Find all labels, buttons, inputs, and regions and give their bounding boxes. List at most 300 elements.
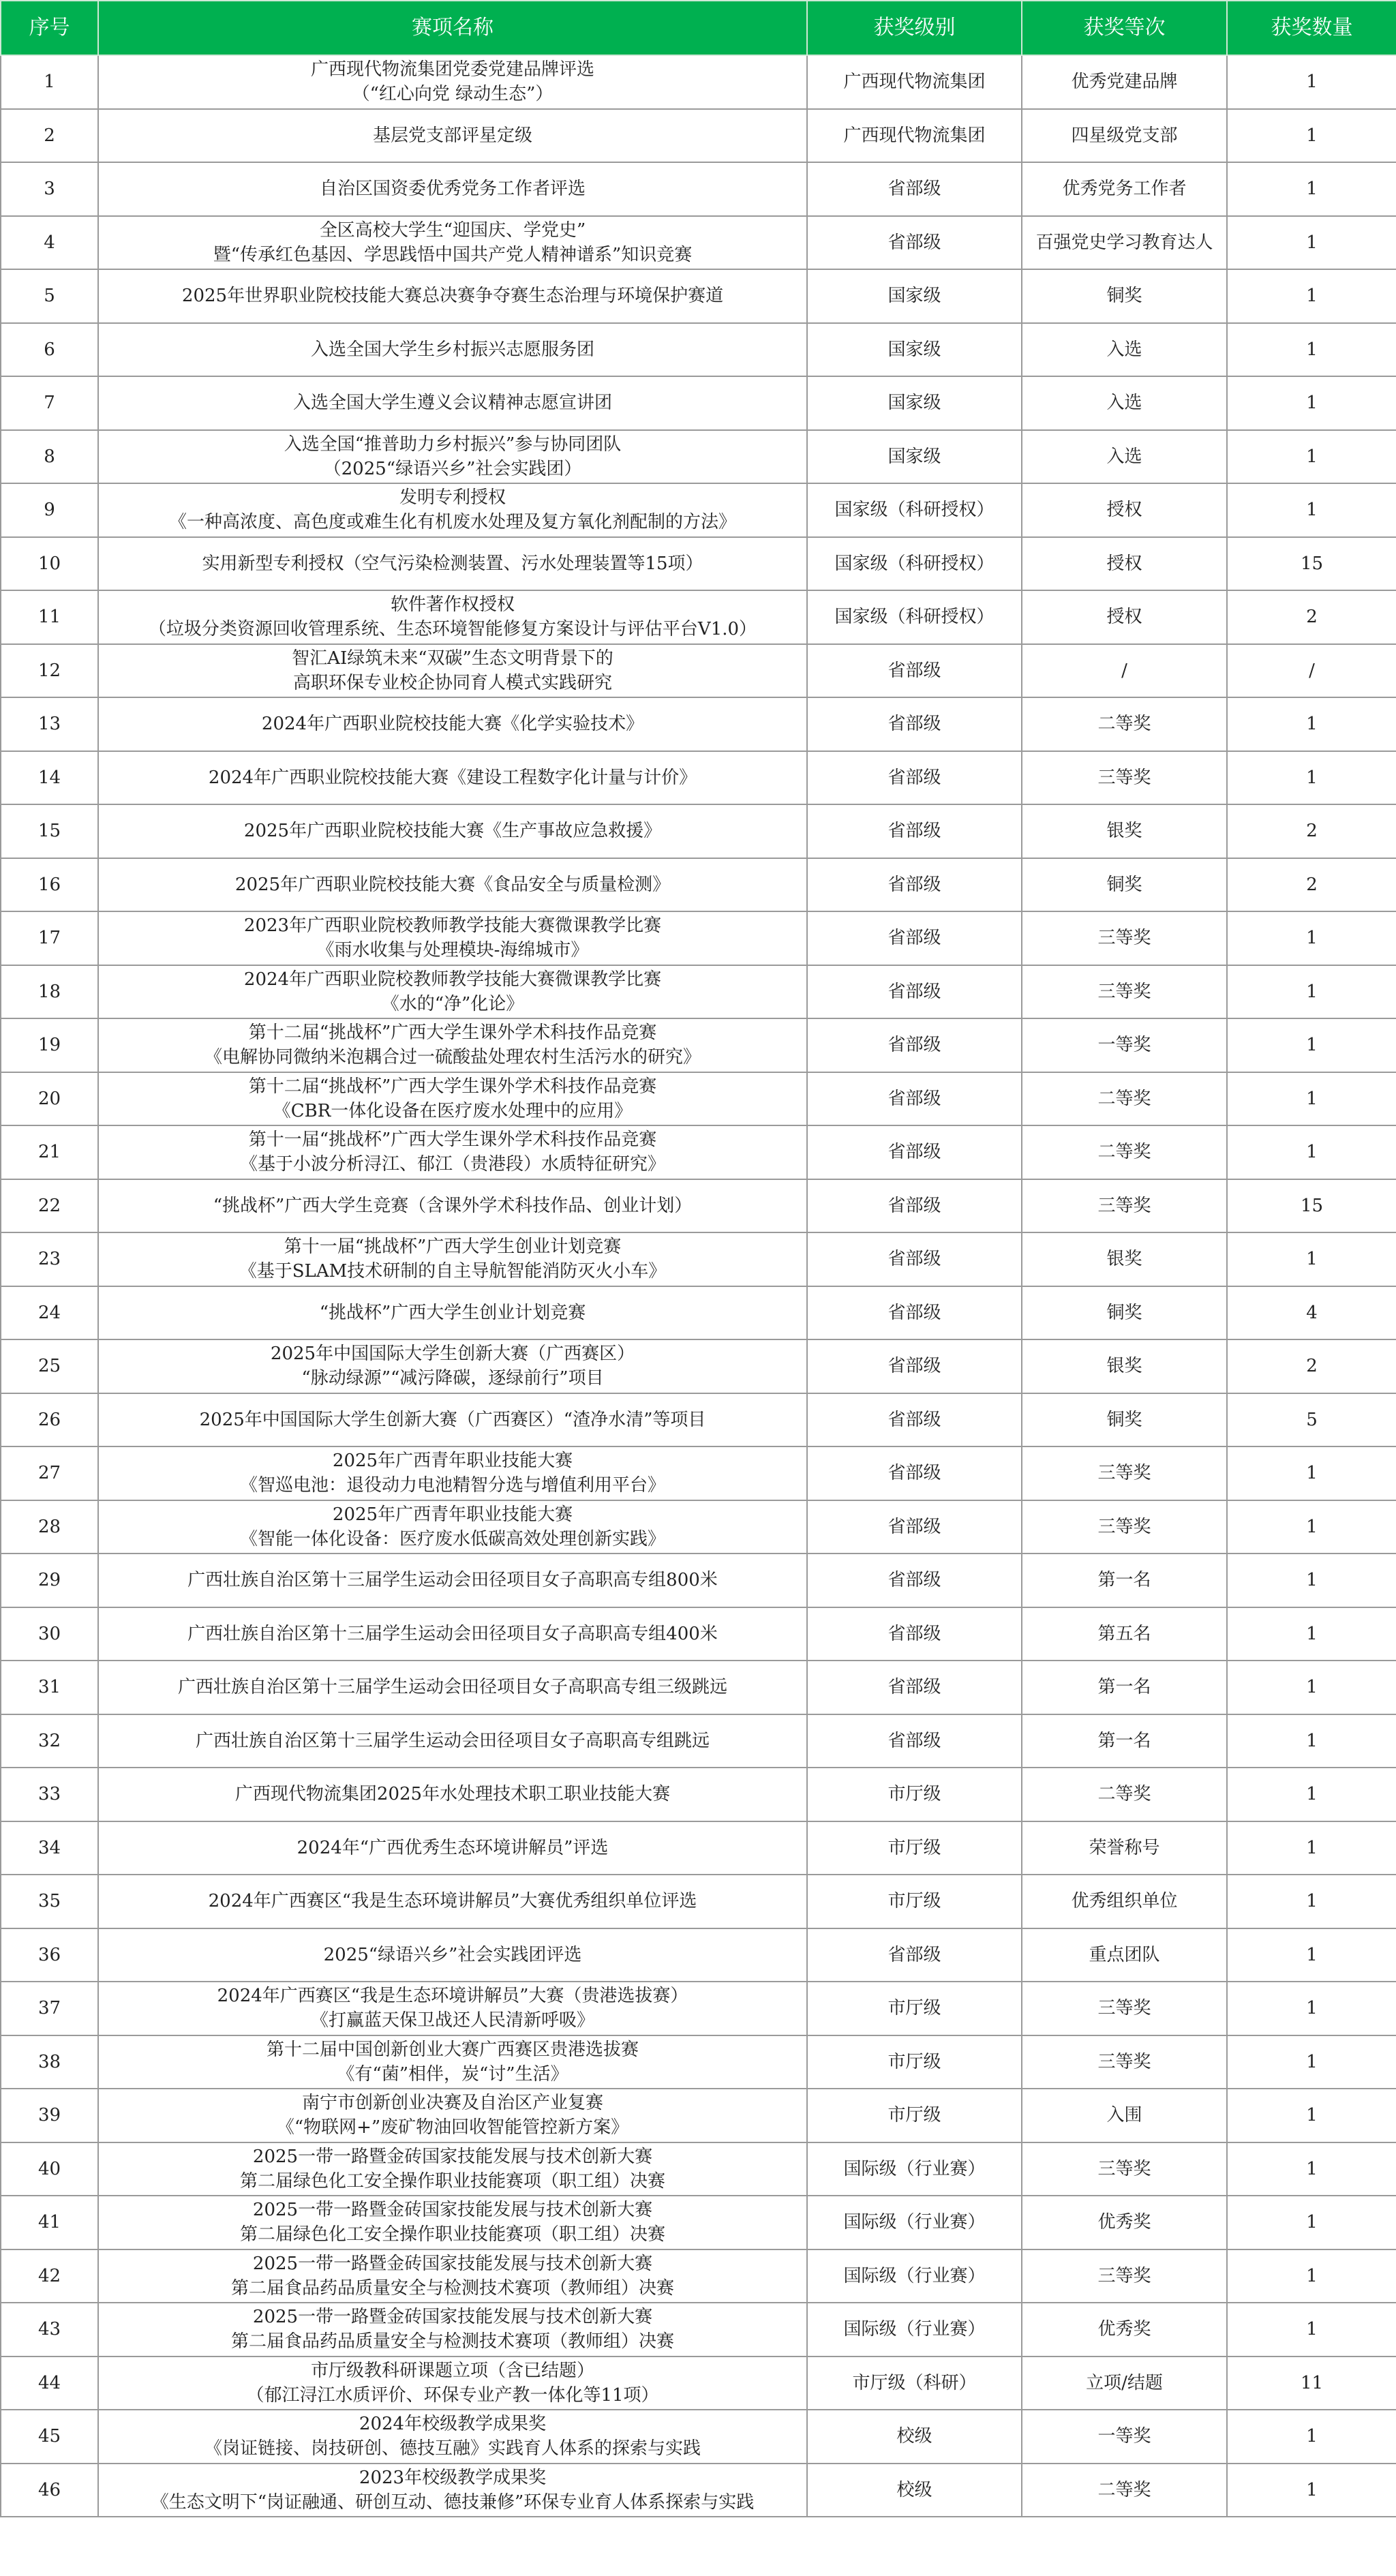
table-row xyxy=(1,1768,1396,1821)
row-event-name xyxy=(98,2303,807,2357)
event-name-line: 第二届绿色化工安全操作职业技能赛项（职工组）决赛 xyxy=(239,2224,665,2245)
row-event-name xyxy=(98,911,807,965)
row-number: 28 xyxy=(1,1500,98,1554)
row-award-grade: 银奖 xyxy=(1022,1232,1227,1286)
row-award-grade: 第五名 xyxy=(1022,1607,1227,1661)
event-name-line: 南宁市创新创业决赛及自治区产业复赛 xyxy=(301,2093,603,2114)
event-name-line: 广西现代物流集团党委党建品牌评选 xyxy=(310,59,594,80)
row-award-count: 1 xyxy=(1227,1607,1396,1661)
row-number: 23 xyxy=(1,1232,98,1286)
row-award-level: 市厅级 xyxy=(807,1875,1022,1928)
event-name-line: 第十一届“挑战杯”广西大学生创业计划竞赛 xyxy=(284,1237,622,1258)
row-award-count: 1 xyxy=(1227,216,1396,270)
row-award-count: 1 xyxy=(1227,1768,1396,1821)
table-row xyxy=(1,2303,1396,2357)
row-event-name xyxy=(98,483,807,537)
row-event-name xyxy=(98,1821,807,1875)
row-award-grade: 三等奖 xyxy=(1022,1446,1227,1500)
table-row xyxy=(1,911,1396,965)
row-award-grade: 入选 xyxy=(1022,430,1227,484)
row-award-count: 1 xyxy=(1227,1982,1396,2035)
event-name-line: 2023年广西职业院校教师教学技能大赛微课教学比赛 xyxy=(243,915,662,937)
event-name-line: 2025年广西青年职业技能大赛 xyxy=(332,1451,573,1472)
row-event-name xyxy=(98,1018,807,1072)
row-award-level: 国家级（科研授权） xyxy=(807,483,1022,537)
row-number: 43 xyxy=(1,2303,98,2357)
event-name-line: 《生态文明下“岗证融通、研创互动、德技兼修”环保专业育人体系探索与实践 xyxy=(151,2491,755,2513)
row-number: 9 xyxy=(1,483,98,537)
row-event-name xyxy=(98,1928,807,1982)
row-award-level: 国家级 xyxy=(807,269,1022,323)
table-row xyxy=(1,1232,1396,1286)
row-award-level: 省部级 xyxy=(807,697,1022,751)
event-name-line: 2025年广西青年职业技能大赛 xyxy=(332,1504,573,1525)
row-award-count: 1 xyxy=(1227,1661,1396,1714)
row-award-level: 国家级（科研授权） xyxy=(807,590,1022,644)
row-event-name xyxy=(98,2089,807,2142)
row-event-name xyxy=(98,1125,807,1179)
table-row xyxy=(1,1928,1396,1982)
table-row xyxy=(1,2035,1396,2089)
row-number: 19 xyxy=(1,1018,98,1072)
row-award-level: 广西现代物流集团 xyxy=(807,109,1022,163)
row-event-name xyxy=(98,1607,807,1661)
event-name-line: （郁江浔江水质评价、环保专业产教一体化等11项） xyxy=(246,2384,659,2406)
row-award-count: 2 xyxy=(1227,804,1396,858)
row-event-name xyxy=(98,1072,807,1126)
row-number: 32 xyxy=(1,1714,98,1768)
event-name-line: 第二届绿色化工安全操作职业技能赛项（职工组）决赛 xyxy=(239,2170,665,2192)
event-name-line: “脉动绿源”“减污降碳，逐绿前行”项目 xyxy=(301,1368,604,1389)
table-row xyxy=(1,804,1396,858)
event-name-line: 2025一带一路暨金砖国家技能发展与技术创新大赛 xyxy=(252,2307,653,2328)
table-row xyxy=(1,1018,1396,1072)
row-award-level: 国家级 xyxy=(807,376,1022,430)
row-number: 5 xyxy=(1,269,98,323)
table-row xyxy=(1,2410,1396,2464)
row-award-level: 省部级 xyxy=(807,1661,1022,1714)
row-award-count: 1 xyxy=(1227,55,1396,109)
row-award-grade: 重点团队 xyxy=(1022,1928,1227,1982)
event-name-line: 实用新型专利授权（空气污染检测装置、污水处理装置等15项） xyxy=(202,553,703,574)
row-award-level: 国际级（行业赛） xyxy=(807,2142,1022,2196)
row-award-level: 市厅级（科研） xyxy=(807,2357,1022,2410)
row-award-grade: 二等奖 xyxy=(1022,697,1227,751)
row-award-level: 国家级（科研授权） xyxy=(807,537,1022,591)
row-award-count: 1 xyxy=(1227,1232,1396,1286)
row-number: 29 xyxy=(1,1554,98,1607)
row-number: 33 xyxy=(1,1768,98,1821)
row-number: 21 xyxy=(1,1125,98,1179)
event-name-line: 第十二届“挑战杯”广西大学生课外学术科技作品竞赛 xyxy=(248,1076,657,1097)
row-award-count: 2 xyxy=(1227,590,1396,644)
row-award-count: 11 xyxy=(1227,2357,1396,2410)
table-row xyxy=(1,376,1396,430)
row-award-grade: 二等奖 xyxy=(1022,2464,1227,2517)
row-award-count: 1 xyxy=(1227,1500,1396,1554)
table-body xyxy=(1,55,1396,2517)
row-award-level: 市厅级 xyxy=(807,2089,1022,2142)
row-event-name xyxy=(98,1179,807,1233)
row-number: 17 xyxy=(1,911,98,965)
row-award-grade: 入选 xyxy=(1022,323,1227,377)
event-name-line: 《一种高浓度、高色度或难生化有机废水处理及复方氧化剂配制的方法》 xyxy=(168,512,736,533)
table-row xyxy=(1,2357,1396,2410)
table-row xyxy=(1,1179,1396,1233)
row-award-level: 省部级 xyxy=(807,751,1022,805)
row-number: 13 xyxy=(1,697,98,751)
event-name-line: 2025一带一路暨金砖国家技能发展与技术创新大赛 xyxy=(252,2146,653,2167)
row-award-count: 1 xyxy=(1227,2196,1396,2249)
row-award-count: 1 xyxy=(1227,965,1396,1019)
table-row xyxy=(1,109,1396,163)
row-award-count: 1 xyxy=(1227,323,1396,377)
row-award-grade: 三等奖 xyxy=(1022,1179,1227,1233)
row-award-grade: 铜奖 xyxy=(1022,269,1227,323)
table-row xyxy=(1,1875,1396,1928)
table-row xyxy=(1,751,1396,805)
table-row xyxy=(1,1286,1396,1340)
header-no: 序号 xyxy=(1,1,98,55)
row-award-level: 省部级 xyxy=(807,804,1022,858)
table-row xyxy=(1,2464,1396,2517)
row-award-grade: 三等奖 xyxy=(1022,911,1227,965)
row-award-grade: 二等奖 xyxy=(1022,1125,1227,1179)
row-award-count: 1 xyxy=(1227,1821,1396,1875)
row-award-level: 省部级 xyxy=(807,1072,1022,1126)
row-award-count: 2 xyxy=(1227,858,1396,912)
row-award-level: 省部级 xyxy=(807,1714,1022,1768)
event-name-line: 2024年广西赛区“我是生态环境讲解员”大赛（贵港选拔赛） xyxy=(217,1986,688,2007)
row-award-grade: 优秀党务工作者 xyxy=(1022,162,1227,216)
event-name-line: 入选全国大学生遵义会议精神志愿宣讲团 xyxy=(292,393,612,414)
row-event-name xyxy=(98,2142,807,2196)
row-award-grade: 立项/结题 xyxy=(1022,2357,1227,2410)
row-award-count: 2 xyxy=(1227,1339,1396,1393)
event-name-line: 2025一带一路暨金砖国家技能发展与技术创新大赛 xyxy=(252,2200,653,2221)
row-award-level: 省部级 xyxy=(807,644,1022,698)
row-award-level: 省部级 xyxy=(807,1446,1022,1500)
row-award-count: 1 xyxy=(1227,751,1396,805)
row-award-level: 省部级 xyxy=(807,1018,1022,1072)
row-award-grade: 一等奖 xyxy=(1022,2410,1227,2464)
table-row xyxy=(1,1500,1396,1554)
table-row xyxy=(1,1072,1396,1126)
table-row xyxy=(1,965,1396,1019)
row-award-level: 国家级 xyxy=(807,323,1022,377)
event-name-line: 广西现代物流集团2025年水处理技术职工职业技能大赛 xyxy=(234,1784,671,1805)
row-award-count: 1 xyxy=(1227,911,1396,965)
row-event-name xyxy=(98,269,807,323)
row-number: 26 xyxy=(1,1393,98,1447)
event-name-line: 广西壮族自治区第十三届学生运动会田径项目女子高职高专组三级跳远 xyxy=(177,1677,727,1698)
event-name-line: 第十一届“挑战杯”广西大学生课外学术科技作品竞赛 xyxy=(248,1130,657,1151)
row-award-grade: 铜奖 xyxy=(1022,858,1227,912)
row-award-grade: 优秀党建品牌 xyxy=(1022,55,1227,109)
row-award-level: 国家级 xyxy=(807,430,1022,484)
row-award-level: 省部级 xyxy=(807,162,1022,216)
event-name-line: 入选全国“推普助力乡村振兴”参与协同团队 xyxy=(284,434,622,455)
row-award-grade: 百强党史学习教育达人 xyxy=(1022,216,1227,270)
event-name-line: 2025“绿语兴乡”社会实践团评选 xyxy=(323,1944,582,1965)
row-number: 18 xyxy=(1,965,98,1019)
table-row xyxy=(1,323,1396,377)
row-event-name xyxy=(98,644,807,698)
row-event-name xyxy=(98,1982,807,2035)
row-award-level: 省部级 xyxy=(807,1554,1022,1607)
row-award-level: 市厅级 xyxy=(807,1768,1022,1821)
event-name-line: 2025年世界职业院校技能大赛总决赛争夺赛生态治理与环境保护赛道 xyxy=(181,286,724,307)
event-name-line: 暨“传承红色基因、学思践悟中国共产党人精神谱系”知识竞赛 xyxy=(213,244,693,265)
row-event-name xyxy=(98,590,807,644)
row-event-name xyxy=(98,1500,807,1554)
table-row xyxy=(1,537,1396,591)
row-number: 1 xyxy=(1,55,98,109)
row-award-grade: 三等奖 xyxy=(1022,2035,1227,2089)
table-row xyxy=(1,1554,1396,1607)
row-number: 31 xyxy=(1,1661,98,1714)
row-award-count: 5 xyxy=(1227,1393,1396,1447)
row-award-level: 省部级 xyxy=(807,1125,1022,1179)
row-event-name xyxy=(98,965,807,1019)
table-row xyxy=(1,2196,1396,2249)
row-event-name xyxy=(98,2035,807,2089)
row-number: 6 xyxy=(1,323,98,377)
row-award-grade: 铜奖 xyxy=(1022,1393,1227,1447)
row-event-name xyxy=(98,2357,807,2410)
row-number: 41 xyxy=(1,2196,98,2249)
row-number: 22 xyxy=(1,1179,98,1233)
row-number: 16 xyxy=(1,858,98,912)
row-award-count: 1 xyxy=(1227,2249,1396,2303)
row-award-count: 1 xyxy=(1227,1125,1396,1179)
row-number: 3 xyxy=(1,162,98,216)
row-award-level: 省部级 xyxy=(807,911,1022,965)
table-row xyxy=(1,162,1396,216)
row-award-level: 省部级 xyxy=(807,1393,1022,1447)
event-name-line: 第十二届中国创新创业大赛广西赛区贵港选拔赛 xyxy=(266,2039,639,2060)
event-name-line: 发明专利授权 xyxy=(399,487,506,509)
row-award-grade: 优秀组织单位 xyxy=(1022,1875,1227,1928)
row-event-name xyxy=(98,804,807,858)
row-award-level: 省部级 xyxy=(807,1232,1022,1286)
row-number: 14 xyxy=(1,751,98,805)
header-count: 获奖数量 xyxy=(1227,1,1396,55)
event-name-line: 入选全国大学生乡村振兴志愿服务团 xyxy=(310,339,594,360)
row-award-level: 市厅级 xyxy=(807,1821,1022,1875)
event-name-line: 《岗证链接、岗技研创、德技互融》实践育人体系的探索与实践 xyxy=(204,2438,701,2459)
table-row xyxy=(1,1982,1396,2035)
table-row xyxy=(1,697,1396,751)
row-award-count: 4 xyxy=(1227,1286,1396,1340)
row-event-name xyxy=(98,1339,807,1393)
table-row xyxy=(1,483,1396,537)
row-event-name xyxy=(98,2410,807,2464)
table-header xyxy=(1,1,1396,55)
row-number: 25 xyxy=(1,1339,98,1393)
event-name-line: 自治区国资委优秀党务工作者评选 xyxy=(319,179,586,200)
row-award-level: 市厅级 xyxy=(807,2035,1022,2089)
row-number: 12 xyxy=(1,644,98,698)
table-row xyxy=(1,858,1396,912)
row-award-count: 1 xyxy=(1227,1018,1396,1072)
row-event-name xyxy=(98,537,807,591)
row-event-name xyxy=(98,323,807,377)
row-event-name xyxy=(98,1393,807,1447)
row-award-grade: 三等奖 xyxy=(1022,2249,1227,2303)
row-event-name xyxy=(98,858,807,912)
row-number: 20 xyxy=(1,1072,98,1126)
event-name-line: （垃圾分类资源回收管理系统、生态环境智能修复方案设计与评估平台V1.0） xyxy=(148,619,757,640)
row-number: 36 xyxy=(1,1928,98,1982)
event-name-line: 全区高校大学生“迎国庆、学党史” xyxy=(319,219,586,241)
event-name-line: 软件著作权授权 xyxy=(390,594,515,616)
table-row xyxy=(1,2249,1396,2303)
row-event-name xyxy=(98,751,807,805)
row-award-count: 1 xyxy=(1227,1072,1396,1126)
header-row xyxy=(1,1,1396,55)
event-name-line: 广西壮族自治区第十三届学生运动会田径项目女子高职高专组400米 xyxy=(187,1623,718,1644)
row-event-name xyxy=(98,1661,807,1714)
event-name-line: 2024年校级教学成果奖 xyxy=(359,2414,547,2435)
row-award-count: 15 xyxy=(1227,1179,1396,1233)
row-award-count: 1 xyxy=(1227,269,1396,323)
row-award-grade: 第一名 xyxy=(1022,1554,1227,1607)
row-award-count: 1 xyxy=(1227,2464,1396,2517)
row-number: 34 xyxy=(1,1821,98,1875)
header-grade: 获奖等次 xyxy=(1022,1,1227,55)
row-award-grade: 荣誉称号 xyxy=(1022,1821,1227,1875)
row-award-grade: 二等奖 xyxy=(1022,1768,1227,1821)
event-name-line: 《电解协同微纳米泡耦合过一硫酸盐处理农村生活污水的研究》 xyxy=(204,1047,701,1068)
row-award-level: 省部级 xyxy=(807,858,1022,912)
event-name-line: （“红心向党 绿动生态”） xyxy=(352,84,553,105)
row-award-grade: 三等奖 xyxy=(1022,751,1227,805)
row-number: 39 xyxy=(1,2089,98,2142)
row-award-count: 1 xyxy=(1227,2410,1396,2464)
row-event-name xyxy=(98,55,807,109)
table-row xyxy=(1,1821,1396,1875)
table-row xyxy=(1,216,1396,270)
row-number: 15 xyxy=(1,804,98,858)
row-award-grade: 三等奖 xyxy=(1022,1500,1227,1554)
event-name-line: 高职环保专业校企协同育人模式实践研究 xyxy=(292,672,612,693)
row-award-grade: 三等奖 xyxy=(1022,2142,1227,2196)
row-award-count: 1 xyxy=(1227,1554,1396,1607)
row-number: 11 xyxy=(1,590,98,644)
row-award-grade: 铜奖 xyxy=(1022,1286,1227,1340)
row-number: 46 xyxy=(1,2464,98,2517)
event-name-line: 2025年广西职业院校技能大赛《食品安全与质量检测》 xyxy=(234,874,671,895)
row-number: 30 xyxy=(1,1607,98,1661)
row-event-name xyxy=(98,1232,807,1286)
row-award-count: 1 xyxy=(1227,483,1396,537)
row-event-name xyxy=(98,162,807,216)
table-row xyxy=(1,590,1396,644)
event-name-line: 市厅级教科研课题立项（含已结题） xyxy=(310,2360,594,2381)
event-name-line: “挑战杯”广西大学生竞赛（含课外学术科技作品、创业计划） xyxy=(213,1195,693,1216)
row-award-level: 省部级 xyxy=(807,216,1022,270)
row-event-name xyxy=(98,376,807,430)
row-award-level: 校级 xyxy=(807,2464,1022,2517)
row-award-count: 1 xyxy=(1227,430,1396,484)
event-name-line: 《智巡电池：退役动力电池精智分选与增值利用平台》 xyxy=(239,1475,665,1496)
row-award-grade: 二等奖 xyxy=(1022,1072,1227,1126)
table-row xyxy=(1,2089,1396,2142)
row-award-level: 省部级 xyxy=(807,1607,1022,1661)
header-name: 赛项名称 xyxy=(98,1,807,55)
row-number: 45 xyxy=(1,2410,98,2464)
event-name-line: 基层党支部评星定级 xyxy=(372,125,532,146)
row-award-grade: 第一名 xyxy=(1022,1661,1227,1714)
event-name-line: 2025年中国国际大学生创新大赛（广西赛区） xyxy=(270,1344,635,1365)
row-award-level: 广西现代物流集团 xyxy=(807,55,1022,109)
event-name-line: 2025年广西职业院校技能大赛《生产事故应急救援》 xyxy=(243,821,662,842)
event-name-line: 《基于小波分析浔江、郁江（贵港段）水质特征研究》 xyxy=(239,1154,665,1175)
event-name-line: 广西壮族自治区第十三届学生运动会田径项目女子高职高专组800米 xyxy=(187,1570,718,1591)
row-award-count: 1 xyxy=(1227,2142,1396,2196)
event-name-line: 2024年广西职业院校教师教学技能大赛微课教学比赛 xyxy=(243,969,662,990)
table-row xyxy=(1,2142,1396,2196)
event-name-line: 2024年广西职业院校技能大赛《建设工程数字化计量与计价》 xyxy=(208,767,697,788)
event-name-line: 《CBR一体化设备在医疗废水处理中的应用》 xyxy=(273,1100,633,1121)
row-award-grade: 银奖 xyxy=(1022,1339,1227,1393)
row-award-grade: 优秀奖 xyxy=(1022,2303,1227,2357)
row-event-name xyxy=(98,1875,807,1928)
event-name-line: 《雨水收集与处理模块-海绵城市》 xyxy=(316,940,589,961)
row-number: 42 xyxy=(1,2249,98,2303)
event-name-line: 2024年广西赛区“我是生态环境讲解员”大赛优秀组织单位评选 xyxy=(208,1891,697,1912)
table-row xyxy=(1,1339,1396,1393)
row-number: 24 xyxy=(1,1286,98,1340)
row-award-count: 1 xyxy=(1227,1446,1396,1500)
row-number: 2 xyxy=(1,109,98,163)
event-name-line: 第二届食品药品质量安全与检测技术赛项（教师组）决赛 xyxy=(230,2331,674,2352)
row-event-name xyxy=(98,430,807,484)
row-event-name xyxy=(98,697,807,751)
table-row xyxy=(1,644,1396,698)
event-name-line: 《智能一体化设备：医疗废水低碳高效处理创新实践》 xyxy=(239,1528,665,1549)
event-name-line: 第二届食品药品质量安全与检测技术赛项（教师组）决赛 xyxy=(230,2277,674,2299)
table-row xyxy=(1,1393,1396,1447)
row-award-grade: 授权 xyxy=(1022,483,1227,537)
row-award-level: 省部级 xyxy=(807,1179,1022,1233)
event-name-line: 2025一带一路暨金砖国家技能发展与技术创新大赛 xyxy=(252,2253,653,2274)
event-name-line: 《有“菌”相伴，炭“讨”生活》 xyxy=(337,2063,568,2085)
row-award-grade: 入围 xyxy=(1022,2089,1227,2142)
row-event-name xyxy=(98,2196,807,2249)
row-number: 35 xyxy=(1,1875,98,1928)
row-award-count: 1 xyxy=(1227,376,1396,430)
row-award-level: 省部级 xyxy=(807,1500,1022,1554)
event-name-line: （2025“绿语兴乡”社会实践团） xyxy=(323,458,582,479)
row-event-name xyxy=(98,216,807,270)
row-number: 4 xyxy=(1,216,98,270)
row-number: 10 xyxy=(1,537,98,591)
row-number: 37 xyxy=(1,1982,98,2035)
event-name-line: 智汇AI绿筑未来“双碳”生态文明背景下的 xyxy=(292,648,613,669)
row-number: 38 xyxy=(1,2035,98,2089)
event-name-line: 2025年中国国际大学生创新大赛（广西赛区）“渣净水清”等项目 xyxy=(199,1409,706,1430)
row-event-name xyxy=(98,1554,807,1607)
row-award-level: 省部级 xyxy=(807,1928,1022,1982)
row-award-count: / xyxy=(1227,644,1396,698)
row-event-name xyxy=(98,2249,807,2303)
event-name-line: 《基于SLAM技术研制的自主导航智能消防灭火小车》 xyxy=(239,1261,667,1282)
row-award-grade: 三等奖 xyxy=(1022,965,1227,1019)
event-name-line: 《打赢蓝天保卫战还人民清新呼吸》 xyxy=(310,2010,594,2031)
table-row xyxy=(1,1125,1396,1179)
